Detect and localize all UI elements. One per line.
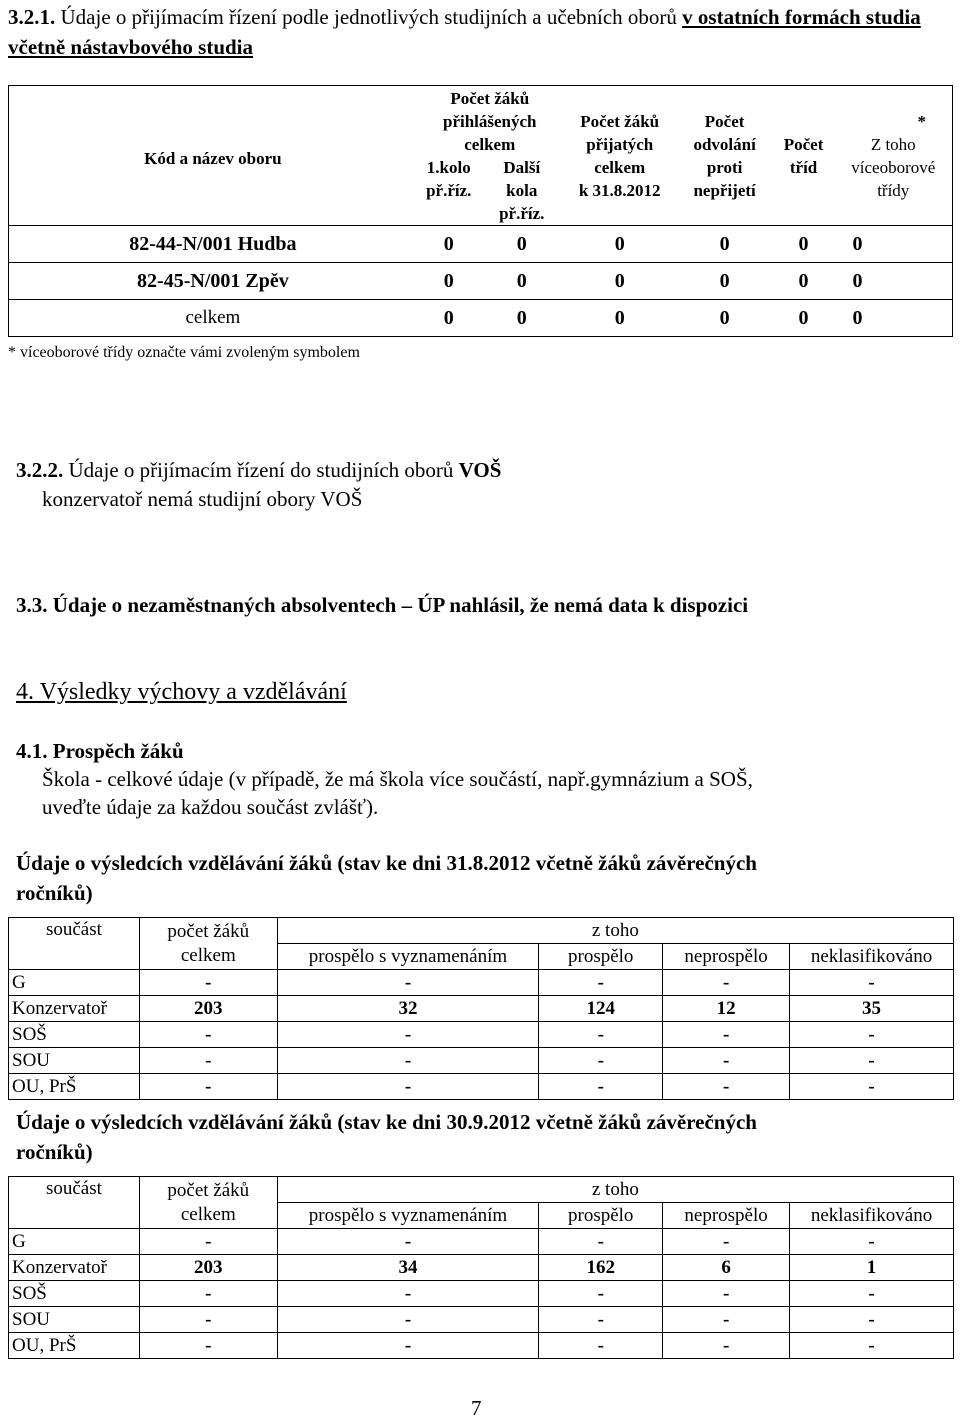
table-row: G - - - - - [9,1229,954,1255]
admissions-table [8,85,953,337]
table-row: Konzervatoř 203 32 124 12 35 [9,996,954,1022]
table-row: OU, PrŠ - - - - - [9,1074,954,1100]
col-neklas: neklasifikováno [790,1203,954,1229]
row-name: celkem [9,300,417,337]
table-row: G - - - - - [9,970,954,996]
results2-table [8,1176,954,1359]
table-row: OU, PrŠ - - - - - [9,1333,954,1359]
col-soucast: součást [9,1177,140,1229]
header-trid: Počet tříd [773,86,835,226]
results1-table [8,917,954,1100]
admissions-footnote: * víceoborové třídy označte vámi zvoleným symbolem [8,344,360,361]
col-neklas: neklasifikováno [790,944,954,970]
col-soucast: součást [9,918,140,970]
col-vyznamenani: prospělo s vyznamenáním [277,1203,539,1229]
table-row: celkem 0 0 0 0 0 0 [9,300,953,337]
table-row: SOU - - - - - [9,1048,954,1074]
section-321-underlined: v ostatních formách studia včetně nástavbového studia [8,5,921,59]
results1-heading: Údaje o výsledcích vzdělávání žáků (stav ke dni 31.8.2012 včetně žáků závěrečných ročníků) [16,851,757,905]
section-33-heading: 3.3. Údaje o nezaměstnaných absolventech – ÚP nahlásil, že nemá data k dispozici [16,593,749,617]
col-prospelo: prospělo [539,1203,663,1229]
col-z-toho: z toho [277,918,953,944]
col-prospelo: prospělo [539,944,663,970]
col-neprospelo: neprospělo [663,1203,790,1229]
col-neprospelo: neprospělo [663,944,790,970]
page-number: 7 [471,1396,482,1420]
admissions-header-row [9,86,953,226]
section-321-number: 3.2.1. [8,5,56,29]
header-odvolani: Počet odvolání proti nepřijetí [677,86,773,226]
table-row: 82-45-N/001 Zpěv 0 0 0 0 0 0 [9,263,953,300]
header-prijatych: Počet žáků přijatých celkem k 31.8.2012 [563,86,677,226]
col-pocet: počet žáků celkem [139,1177,277,1229]
header-viceoborove: * Z toho víceoborové třídy [835,86,953,226]
section-322-heading: 3.2.2. Údaje o přijímacím řízení do studijních oborů VOŠ [16,458,502,482]
header-1kolo: 1.kolo př.říz. [426,158,472,200]
section-41-line2: uveďte údaje za každou součást zvlášť). [42,795,379,819]
row-name: 82-44-N/001 Hudba [9,226,417,263]
col-pocet: počet žáků celkem [139,918,277,970]
section-4-title: 4. Výsledky výchovy a vzdělávání [16,679,347,705]
table-row: Konzervatoř 203 34 162 6 1 [9,1255,954,1281]
row-name: 82-45-N/001 Zpěv [9,263,417,300]
results1-header-row [9,918,954,944]
table-row: SOŠ - - - - - [9,1022,954,1048]
section-322-note: konzervatoř nemá studijní obory VOŠ [42,487,363,511]
section-41-line1: Škola - celkové údaje (v případě, že má škola více součástí, např.gymnázium a SOŠ, [42,767,753,791]
header-kod: Kód a název oboru [9,86,417,226]
header-dalsi-kola: Další kola př.říz. [499,158,545,223]
table-row: SOŠ - - - - - [9,1281,954,1307]
col-vyznamenani: prospělo s vyznamenáním [277,944,539,970]
table-row: 82-44-N/001 Hudba 0 0 0 0 0 0 [9,226,953,263]
results2-heading: Údaje o výsledcích vzdělávání žáků (stav ke dni 30.9.2012 včetně žáků závěrečných ročníků) [16,1110,757,1164]
header-prihlasenych: Počet žáků přihlášených celkem 1.kolo př.říz. Další kola př.říz. [417,86,563,226]
section-41-title: 4.1. Prospěch žáků [16,739,184,763]
section-321-text: Údaje o přijímacím řízení podle jednotlivých studijních a učebních oborů [60,5,677,29]
results2-header-row [9,1177,954,1203]
col-z-toho: z toho [277,1177,953,1203]
section-321-heading [8,2,948,62]
table-row: SOU - - - - - [9,1307,954,1333]
